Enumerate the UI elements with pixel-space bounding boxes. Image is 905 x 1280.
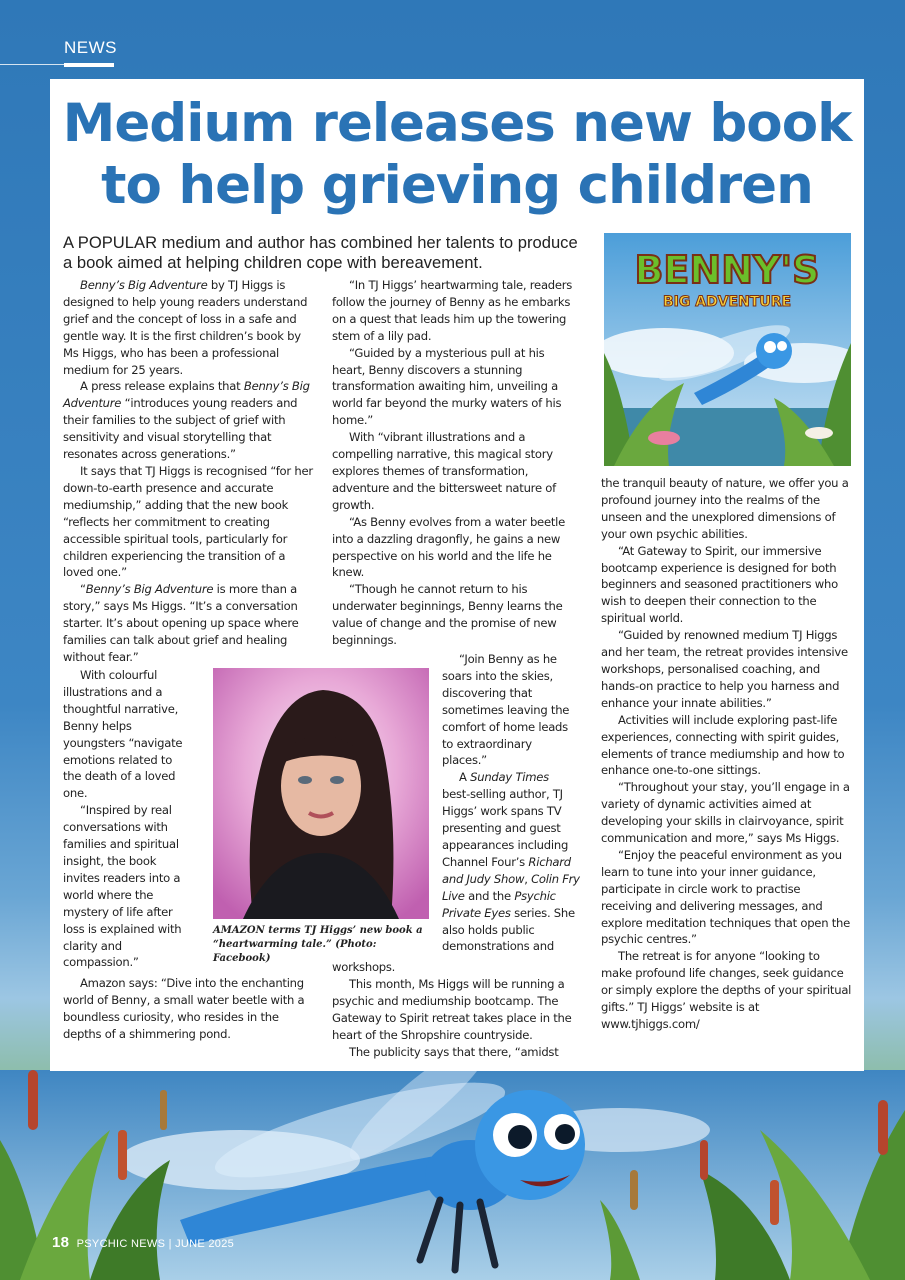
book-title: Benny’s Big Adventure [80, 278, 208, 292]
show-title: Richard and Judy Show [442, 854, 571, 886]
book-title: Benny’s Big Adventure [63, 379, 310, 411]
author-photo [213, 668, 429, 919]
paragraph: “Though he cannot return to his underwater beginnings, Benny learns the value of change and the promise of new beginnings. [332, 582, 563, 648]
paragraph-text: and the [464, 888, 515, 903]
column-1-bottom [63, 975, 313, 1043]
paragraph: “At Gateway to Spirit, our immersive bootcamp experience is designed for both beginners and seasoned practitioners who wish to deepen their connection to the spiritual world. [601, 543, 838, 626]
paragraph: “Guided by a mysterious pull at his heart, Benny discovers a stunning transformation awaiting him, unveiling a world far beyond the murky waters of his home.” [332, 345, 562, 428]
issue-date: JUNE 2025 [175, 1238, 235, 1250]
paragraph: The publicity says that there, “amidst [349, 1044, 559, 1059]
paragraph: With colourful illustrations and a thoughtful narrative, Benny helps youngsters “navigate emotions related to the death of a loved one. [63, 668, 183, 801]
paragraph: the tranquil beauty of nature, we offer you a profound journey into the realms of the unseen and the unexplored dimensions of your own psychic abilities. [601, 476, 849, 541]
book-title: Benny’s Big Adventure [85, 582, 214, 597]
footer-separator: | [168, 1238, 172, 1250]
paragraph-text: by TJ Higgs is designed to help young readers understand grief and the concept of loss in a safe and gentle way. It is the first children’s book by Ms Higgs, who has been a professional medium for 25 years. [63, 278, 308, 377]
paragraph [63, 378, 313, 463]
article-panel [50, 79, 864, 1071]
paragraph-text: A press release explains that [80, 379, 244, 394]
paragraph-text: A [459, 770, 471, 785]
paragraph: With “vibrant illustrations and a compelling narrative, this magical story explores themes of transformation, adventure and the bittersweet nature of growth. [332, 430, 556, 512]
paragraph: “Join Benny as he soars into the skies, discovering that sometimes leaving the comfort of home leads to extraordinary places.” [442, 652, 570, 768]
paragraph-text: , [524, 871, 532, 886]
show-title: Psychic Private Eyes [442, 888, 556, 920]
quote-mark: “ [80, 582, 86, 597]
paragraph: workshops. [332, 960, 396, 974]
paragraph: It says that TJ Higgs is recognised “for her down-to-earth presence and accurate mediumship,” adding that the new book “reflects her commitment to creating accessible spiritual tools, particularly for children experiencing the transition of a loved one.” [63, 463, 313, 580]
column-2-bottom [332, 959, 580, 1060]
section-underline [64, 63, 114, 67]
column-2-narrow [442, 651, 580, 955]
paragraph: The retreat is for anyone “looking to make profound life changes, seek guidance or simply explore the depths of your spiritual gifts.” TJ Higgs’ website is at www.tjhiggs.com/ [601, 949, 852, 1031]
paragraph: “As Benny evolves from a water beetle into a dazzling dragonfly, he gains a new perspective on his world and the life he knew. [332, 514, 565, 580]
paragraph: “Inspired by real conversations with families and spiritual insight, the book invites readers into a world where the mystery of life after loss is explained with clarity and compassion.” [63, 803, 182, 970]
paragraph: This month, Ms Higgs will be running a psychic and mediumship bootcamp. The Gateway to Spirit retreat takes place in the heart of the Shropshire countryside. [332, 976, 572, 1042]
photo-caption: AMAZON terms TJ Higgs’ new book a “heartwarming tale.” (Photo: Facebook) [213, 925, 423, 964]
standfirst: A POPULAR medium and author has combined her talents to produce a book aimed at helping children cope with bereavement. [63, 233, 578, 272]
show-title: Colin Fry Live [442, 871, 580, 903]
publication-name: PSYCHIC NEWS [76, 1238, 166, 1250]
cover-title: BENNY'S [634, 248, 820, 292]
column-2 [332, 277, 580, 649]
page-footer [52, 1234, 234, 1251]
column-3 [601, 475, 853, 1033]
paragraph [63, 277, 313, 378]
paragraph-text: is more than a story,” says Ms Higgs. “It’s a conversation starter. It’s about opening up space where families can talk about grief and healing without fear.” [63, 582, 299, 664]
book-cover-image [604, 233, 851, 466]
column-1-narrow [63, 667, 189, 971]
section-label: NEWS [64, 38, 117, 57]
column-1 [63, 277, 313, 666]
paragraph-text: “introduces young readers and their families to the subject of grief with sensitivity and visual storytelling that resonates across generations.” [63, 396, 298, 462]
paragraph: Amazon says: “Dive into the enchanting world of Benny, a small water beetle with a boundless curiosity, who resides in the depths of a shimmering pond. [63, 976, 305, 1041]
paragraph [442, 769, 580, 955]
headline: Medium releases new book to help grieving children [62, 93, 852, 216]
paragraph-text: series. She also holds public demonstrations and [442, 905, 575, 954]
publication-title: Sunday Times [470, 770, 549, 785]
page-number: 18 [52, 1234, 70, 1251]
cover-subtitle: BIG ADVENTURE [662, 294, 792, 310]
paragraph: “In TJ Higgs’ heartwarming tale, readers follow the journey of Benny as he embarks on a quest that leads him up the towering stem of a lily pad. [332, 278, 573, 343]
paragraph: “Throughout your stay, you’ll engage in a variety of dynamic activities aimed at developing your skills in clairvoyance, spirit communication and more,” says Ms Higgs. [601, 780, 850, 846]
paragraph: “Guided by renowned medium TJ Higgs and her team, the retreat provides intensive workshops, personalised coaching, and hands-on practice to help you harness and enhance your innate abilities.” [601, 628, 848, 710]
paragraph: Activities will include exploring past-life experiences, connecting with spirit guides, elements of trance mediumship and how to enhance one-to-one sittings. [601, 712, 845, 778]
paragraph [63, 581, 313, 666]
paragraph-text: best-selling author, TJ Higgs’ work spans TV presenting and guest appearances including Channel Four’s [442, 787, 569, 869]
paragraph: “Enjoy the peaceful environment as you learn to tune into your inner guidance, participate in circle work to practise receiving and delivering messages, and explore meditation techniques that open the psychic centres.” [601, 847, 851, 947]
